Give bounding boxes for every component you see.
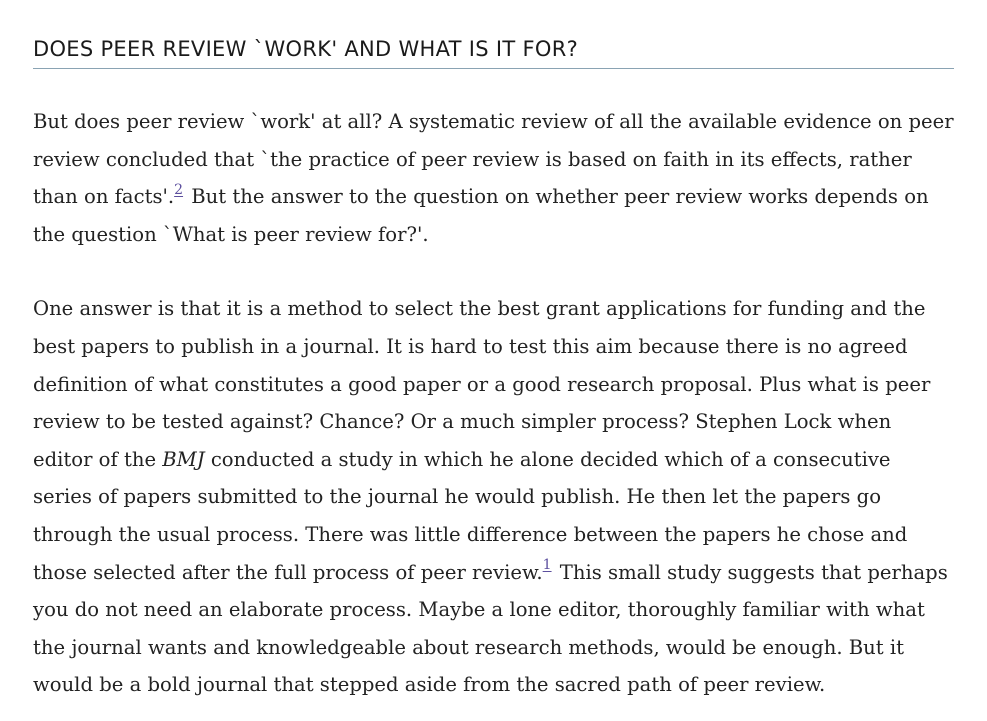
paragraph-2-text-b: conducted a study in which he alone decided which of a consecutive series of papers submitted to the journal he would publish. He then let the papers go through the usual process. There was little difference between the papers he chose and those selected after the full process of peer review. bbox=[33, 447, 908, 584]
paragraph-1 bbox=[33, 103, 954, 253]
paragraph-2-text-c: This small study suggests that perhaps you do not need an elaborate process. Maybe a lone editor, thoroughly familiar with what the journal wants and knowledgeable about research methods, would be enough. But it would be a bold journal that stepped aside from the sacred path of peer review. bbox=[33, 560, 948, 697]
paragraph-1-text-b: But the answer to the question on whether peer review works depends on the question `What is peer review for?'. bbox=[33, 185, 929, 246]
paragraph-2 bbox=[33, 290, 954, 704]
paragraph-2-text-a: One answer is that it is a method to select the best grant applications for funding and the best papers to publish in a journal. It is hard to test this aim because there is no agreed definition of what constitutes a good paper or a good research proposal. Plus what is peer review to be tested against? Chance? Or a much simpler process? Stephen Lock when editor of the bbox=[33, 297, 931, 471]
section-heading: DOES PEER REVIEW `WORK' AND WHAT IS IT FOR? bbox=[33, 0, 954, 69]
journal-name-bmj: BMJ bbox=[162, 447, 205, 471]
reference-link-1[interactable]: 1 bbox=[542, 557, 552, 574]
reference-link-2[interactable]: 2 bbox=[174, 182, 184, 199]
article-section bbox=[33, 0, 954, 704]
paragraph-1-text-a: But does peer review `work' at all? A systematic review of all the available evidence on peer review concluded that `the practice of peer review is based on faith in its effects, rather than on facts'. bbox=[33, 110, 954, 209]
